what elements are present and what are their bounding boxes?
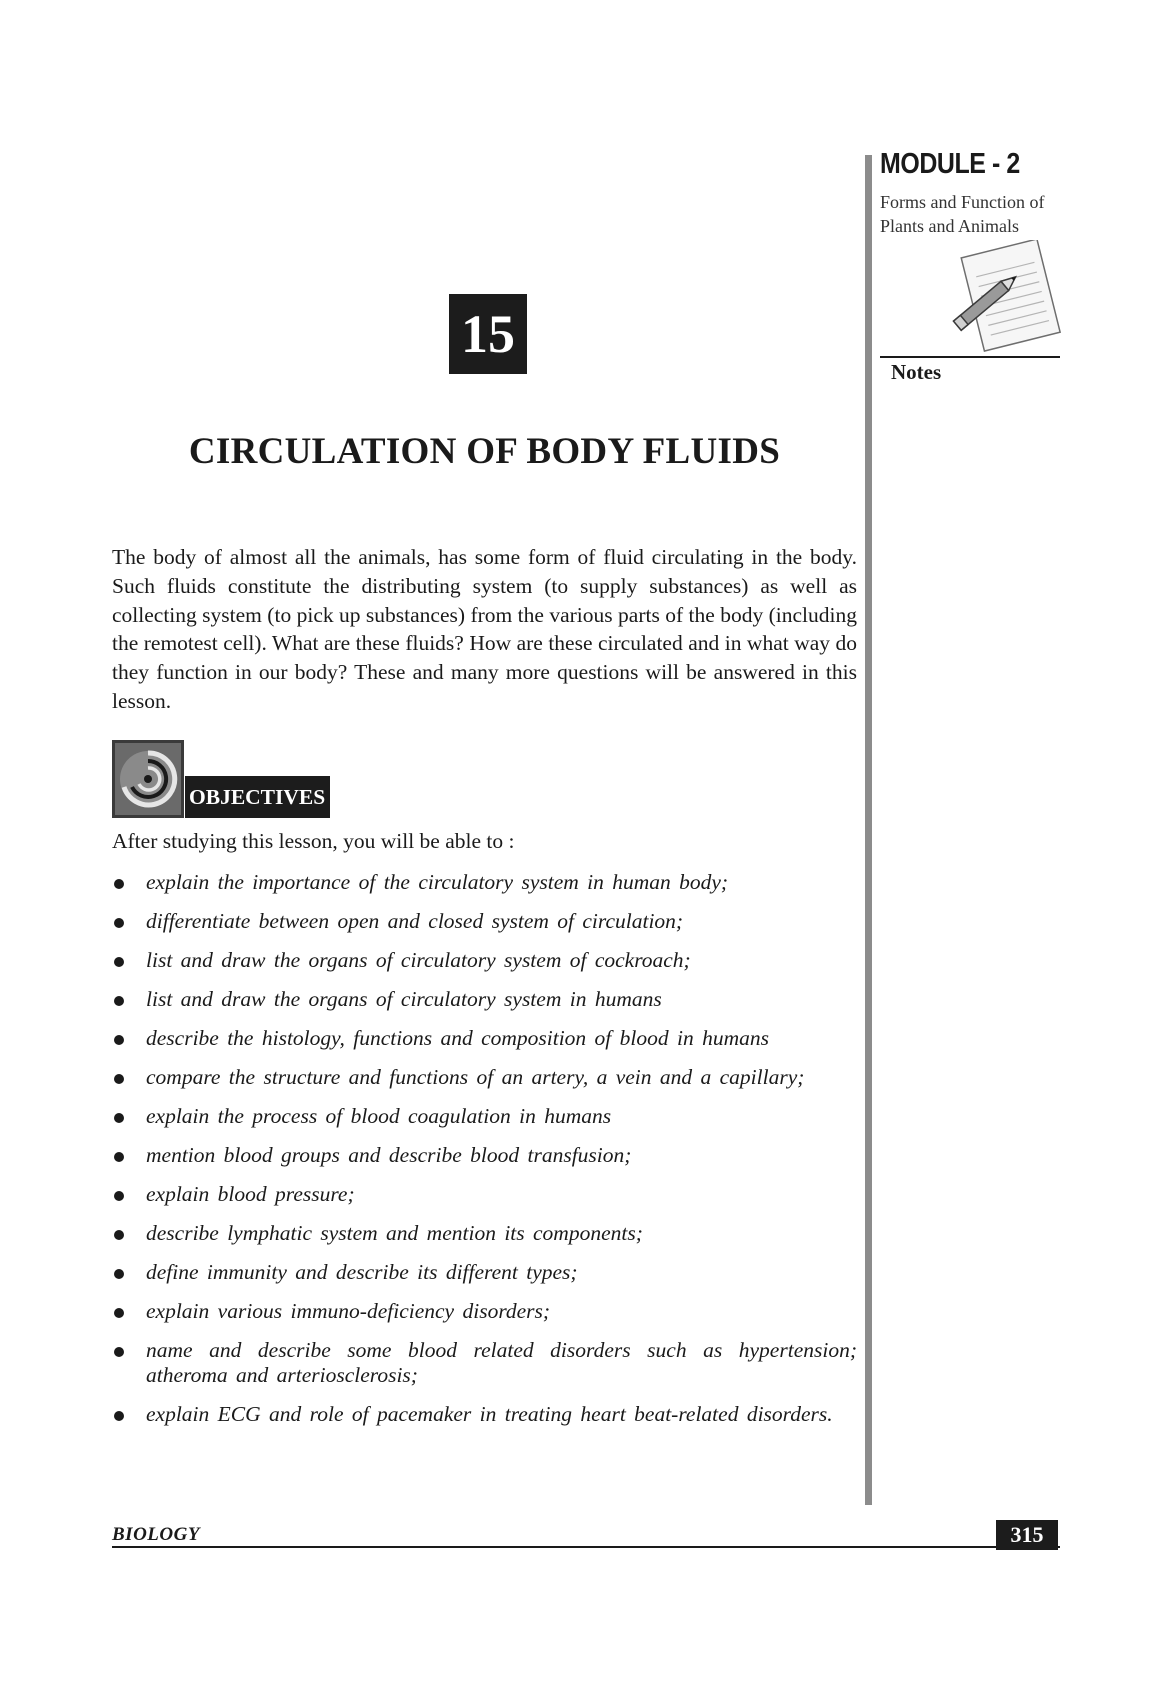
objective-item [112, 1065, 857, 1090]
footer-rule [112, 1546, 1060, 1548]
bullet-icon [114, 1230, 124, 1240]
objective-item [112, 1260, 857, 1285]
bullet-icon [114, 1191, 124, 1201]
objective-text: explain the process of blood coagulation in humans [146, 1104, 612, 1128]
module-subtitle: Forms and Function of Plants and Animals [880, 192, 1045, 236]
objective-text: define immunity and describe its different types; [146, 1260, 578, 1284]
pencil-paper-icon [948, 240, 1068, 370]
objective-text: describe the histology, functions and composition of blood in humans [146, 1026, 769, 1050]
bullet-icon [114, 957, 124, 967]
chapter-title: CIRCULATION OF BODY FLUIDS [188, 431, 781, 472]
objective-text: list and draw the organs of circulatory system of cockroach; [146, 948, 691, 972]
objective-text: explain the importance of the circulatory system in human body; [146, 870, 729, 894]
objective-item [112, 1182, 857, 1207]
target-spiral-icon [112, 740, 184, 818]
bullet-icon [114, 1035, 124, 1045]
objectives-list [112, 870, 857, 1441]
objective-text: describe lymphatic system and mention its components; [146, 1221, 643, 1245]
objective-text: name and describe some blood related disorders such as hypertension; atheroma and arteriosclerosis; [146, 1338, 857, 1387]
objective-item [112, 870, 857, 895]
bullet-icon [114, 1113, 124, 1123]
page-number: 315 [996, 1520, 1058, 1550]
objective-item [112, 1143, 857, 1168]
objective-item [112, 987, 857, 1012]
objective-text: compare the structure and functions of an artery, a vein and a capillary; [146, 1065, 805, 1089]
objective-text: list and draw the organs of circulatory system in humans [146, 987, 662, 1011]
module-title: MODULE - 2 [880, 148, 1020, 180]
objectives-lead: After studying this lesson, you will be able to : [112, 829, 515, 853]
notes-label: Notes [891, 360, 942, 384]
objective-item [112, 1221, 857, 1246]
bullet-icon [114, 996, 124, 1006]
objectives-label: OBJECTIVES [185, 776, 330, 818]
chapter-number: 15 [449, 294, 527, 374]
objective-item [112, 1338, 857, 1388]
intro-paragraph: The body of almost all the animals, has some form of fluid circulating in the body. Such fluids constitute the distributing system (to supply substances) as well as collecting system (to pick up substances) from the various parts of the body (including the remotest cell). What are these fluids? How are these circulated and in what way do they function in our body? These and many more questions will be answered in this lesson. [112, 545, 857, 713]
objective-text: explain various immuno-deficiency disorders; [146, 1299, 551, 1323]
bullet-icon [114, 1269, 124, 1279]
objective-text: differentiate between open and closed system of circulation; [146, 909, 684, 933]
objective-text: explain blood pressure; [146, 1182, 355, 1206]
bullet-icon [114, 1347, 124, 1357]
sidebar-divider [865, 155, 872, 1505]
objective-text: mention blood groups and describe blood transfusion; [146, 1143, 632, 1167]
objective-item [112, 1026, 857, 1051]
bullet-icon [114, 879, 124, 889]
objective-item [112, 948, 857, 973]
objective-item [112, 1104, 857, 1129]
objective-text: explain ECG and role of pacemaker in treating heart beat-related disorders. [146, 1402, 833, 1426]
footer-subject: BIOLOGY [112, 1524, 200, 1545]
bullet-icon [114, 918, 124, 928]
objective-item [112, 909, 857, 934]
bullet-icon [114, 1411, 124, 1421]
bullet-icon [114, 1074, 124, 1084]
bullet-icon [114, 1308, 124, 1318]
objective-item [112, 1402, 857, 1427]
notes-rule [880, 356, 1060, 358]
objective-item [112, 1299, 857, 1324]
bullet-icon [114, 1152, 124, 1162]
